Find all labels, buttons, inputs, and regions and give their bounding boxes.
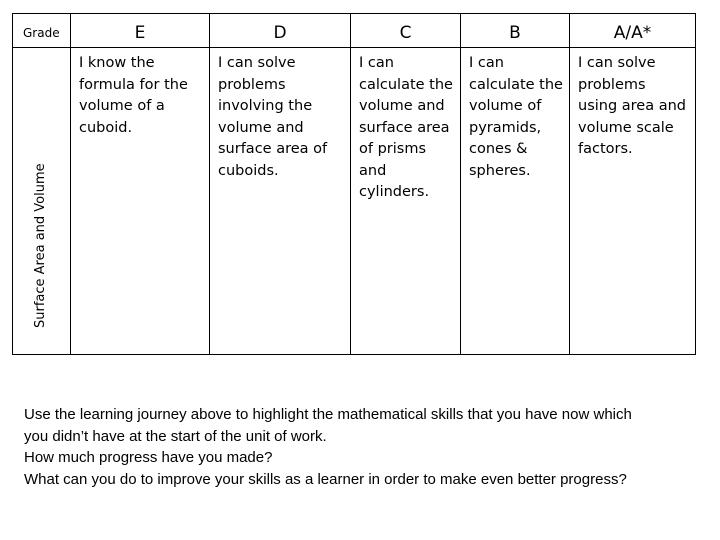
instructions-text: [24, 404, 714, 490]
grade-c-label: C: [399, 23, 412, 43]
grade-b-cell: [461, 48, 570, 355]
instruction-line: What can you do to improve your skills as a learner in order to make even better progress?: [24, 470, 627, 488]
grade-header-row: [13, 14, 696, 48]
grade-a-header: [570, 14, 696, 48]
grade-b-label: B: [509, 23, 521, 43]
instruction-line: Use the learning journey above to highlight the mathematical skills that you have now which: [24, 406, 632, 423]
grade-b-description: I can calculate the volume of pyramids, cones & spheres.: [469, 55, 563, 179]
grade-label-cell: [13, 14, 71, 48]
learning-journey-table: [12, 13, 696, 355]
instruction-line: How much progress have you made?: [24, 449, 273, 466]
grade-c-description: I can calculate the volume and surface area of prisms and cylinders.: [359, 55, 453, 200]
grade-c-header: [351, 14, 461, 48]
instruction-line: you didn’t have at the start of the unit of work.: [24, 427, 327, 445]
grade-d-header: [210, 14, 351, 48]
grade-e-label: E: [134, 23, 146, 43]
grade-e-description: I know the formula for the volume of a cuboid.: [79, 55, 188, 136]
grade-d-cell: [210, 48, 351, 355]
grade-d-label: D: [273, 23, 287, 43]
subject-label: Surface Area and Volume: [33, 163, 48, 328]
grade-label: Grade: [23, 26, 60, 40]
grade-e-header: [71, 14, 210, 48]
grade-b-header: [461, 14, 570, 48]
subject-cell: [13, 48, 71, 355]
descriptor-row: [13, 48, 696, 355]
grade-a-description: I can solve problems using area and volume scale factors.: [578, 55, 686, 157]
grade-a-cell: [570, 48, 696, 355]
grade-a-label: A/A*: [613, 23, 652, 43]
grade-d-description: I can solve problems involving the volume and surface area of cuboids.: [218, 55, 328, 179]
grade-c-cell: [351, 48, 461, 355]
grade-e-cell: [71, 48, 210, 355]
